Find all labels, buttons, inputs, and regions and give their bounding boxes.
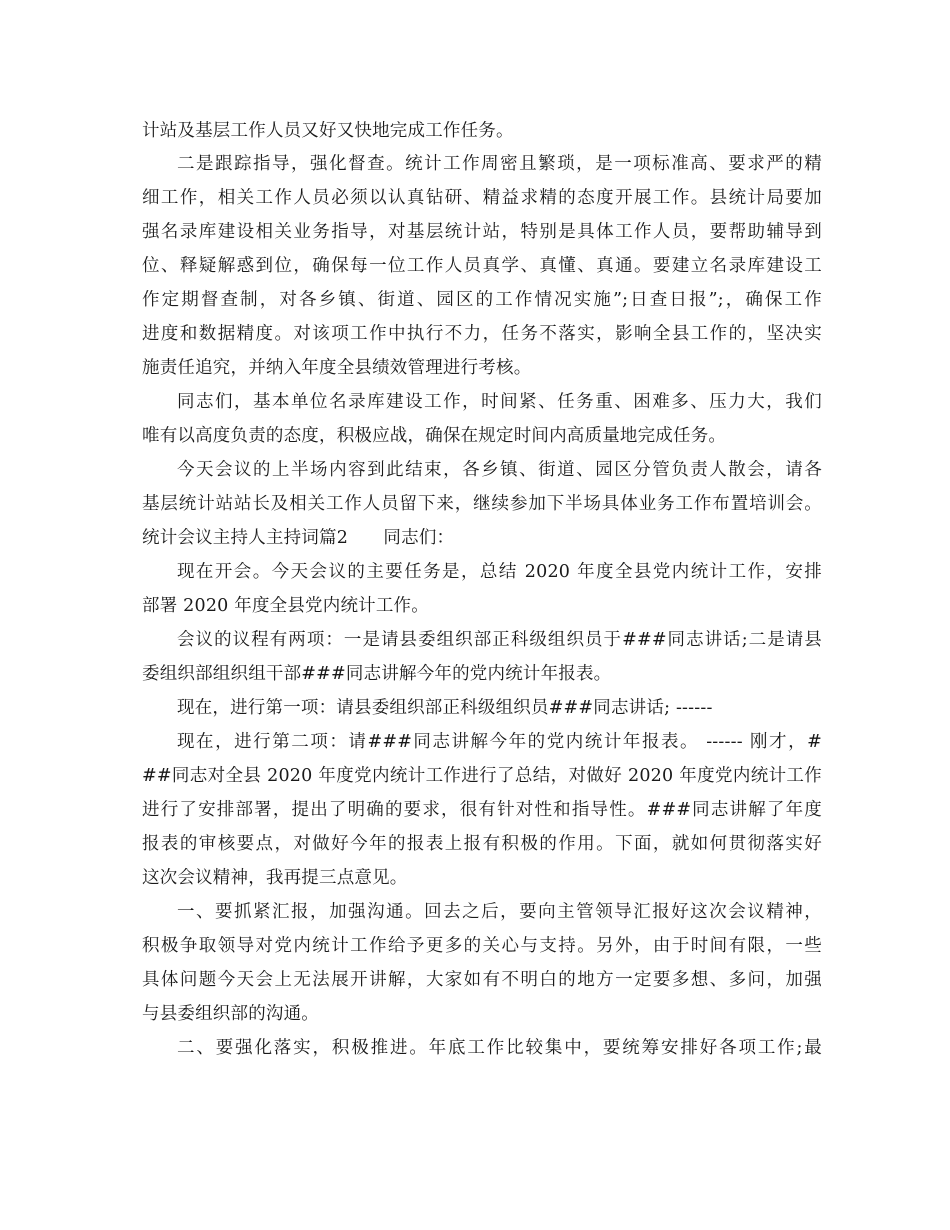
text-line: 作定期督查制，对各乡镇、街道、园区的工作情况实施”;日查日报”;，确保工作 [142, 290, 822, 310]
section-heading: 统计会议主持人主持词篇2 同志们： [142, 528, 455, 548]
text-line: 现在开会。今天会议的主要任务是，总结 2020 年度全县党内统计工作，安排 [177, 562, 822, 582]
text-line: 一、要抓紧汇报，加强沟通。回去之后，要向主管领导汇报好这次会议精神， [177, 902, 822, 922]
text-line: 唯有以高度负责的态度，积极应战，确保在规定时间内高质量地完成任务。 [142, 426, 727, 446]
text-line: 细工作，相关工作人员必须以认真钻研、精益求精的态度开展工作。县统计局要加 [142, 188, 822, 208]
text-line: 具体问题今天会上无法展开讲解，大家如有不明白的地方一定要多想、多问，加强 [142, 970, 822, 990]
text-line: 现在，进行第一项：请县委组织部正科级组织员###同志讲话; ------ [177, 698, 713, 718]
text-line: 基层统计站站长及相关工作人员留下来，继续参加下半场具体业务工作布置培训会。 [142, 494, 822, 514]
text-line: 进行了安排部署，提出了明确的要求，很有针对性和指导性。###同志讲解了年度 [142, 800, 822, 820]
text-line: 与县委组织部的沟通。 [142, 1004, 319, 1024]
text-line: ##同志对全县 2020 年度党内统计工作进行了总结，对做好 2020 年度党内统计工作 [142, 766, 822, 786]
text-line: 报表的审核要点，对做好今年的报表上报有积极的作用。下面，就如何贯彻落实好 [142, 834, 822, 854]
text-line: 今天会议的上半场内容到此结束，各乡镇、街道、园区分管负责人散会，请各 [177, 460, 822, 480]
text-line: 同志们，基本单位名录库建设工作，时间紧、任务重、困难多、压力大，我们 [177, 392, 822, 412]
text-line: 会议的议程有两项：一是请县委组织部正科级组织员于###同志讲话;二是请县 [177, 630, 822, 650]
text-line: 位、释疑解惑到位，确保每一位工作人员真学、真懂、真通。要建立名录库建设工 [142, 256, 822, 276]
text-line: 部署 2020 年度全县党内统计工作。 [142, 596, 429, 616]
text-line: 二、要强化落实，积极推进。年底工作比较集中，要统筹安排好各项工作;最 [177, 1038, 822, 1058]
text-line: 积极争取领导对党内统计工作给予更多的关心与支持。另外，由于时间有限，一些 [142, 936, 822, 956]
text-line: 二是跟踪指导，强化督查。统计工作周密且繁琐，是一项标准高、要求严的精 [177, 154, 822, 174]
text-line: 进度和数据精度。对该项工作中执行不力，任务不落实，影响全县工作的，坚决实 [142, 324, 822, 344]
text-line: 强名录库建设相关业务指导，对基层统计站，特别是具体工作人员，要帮助辅导到 [142, 222, 822, 242]
text-line: 这次会议精神，我再提三点意见。 [142, 868, 408, 888]
text-line: 委组织部组织组干部###同志讲解今年的党内统计年报表。 [142, 664, 612, 684]
text-line: 现在，进行第二项：请###同志讲解今年的党内统计年报表。 ------ 刚才，# [177, 732, 822, 752]
text-line: 施责任追究，并纳入年度全县绩效管理进行考核。 [142, 358, 532, 378]
text-line: 计站及基层工作人员又好又快地完成工作任务。 [142, 121, 514, 141]
